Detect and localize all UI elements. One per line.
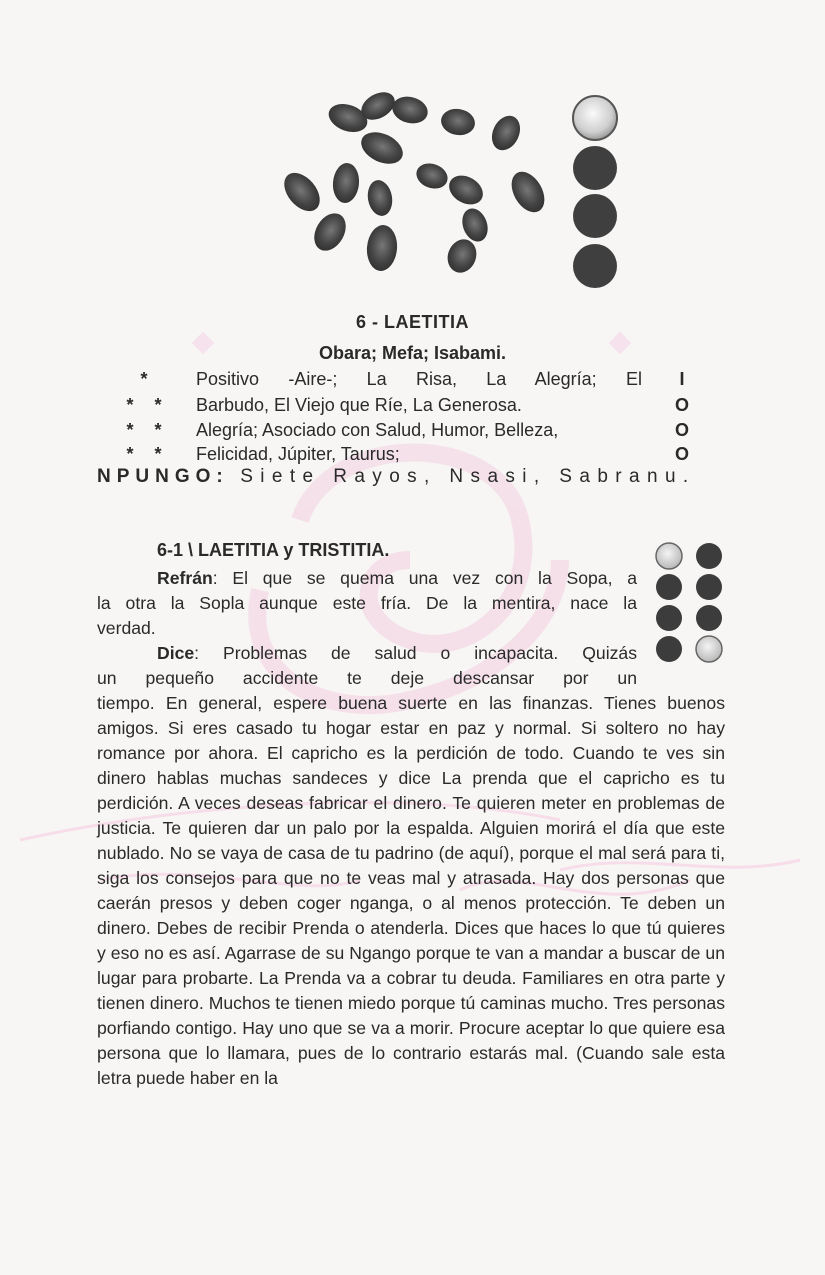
cowrie-shells-image [270,80,630,305]
refran-text: : El que se quema una vez con la Sopa, a [212,568,637,588]
attribute-stars: * * [126,444,170,464]
npungo-line [97,466,722,488]
refran-line [97,566,637,591]
refran-line: verdad. [97,618,156,638]
attribute-mark: O [674,420,689,440]
refran-line: la otra la Sopla aunque este fría. De la mentira, nace la [97,593,637,613]
refran-paragraph [97,566,725,641]
refran-label: Refrán [157,568,213,588]
dice-body-text: tiempo. En general, espere buena suerte en las finanzas. Tienes buenos amigos. Si eres casado tu hogar estar en paz y normal. Si soltero no hay romance por ahora. El capricho es la perdición de todo. Cuando te ves sin dinero hablas muchas sandeces y dice La prenda que el capricho es tu perdición. A veces deseas fabricar el dinero. Te quieren meter en problemas de justicia. Te quieren dar un palo por la espalda. Alguien morirá el día que este nublado. No se vaya de casa de tu padrino (de aquí), porque el mal será para ti, siga los consejos para que no te veas mal y atrasada. Hay dos personas que caerán presos y deben coger nganga, o al menos protección. Te deben un dinero. Debes de recibir Prenda o atenderla. Dices que haces lo que tú quieres y eso no es así. Agarrase de su Ngango porque te van a mandar a buscar de un lugar para probarte. La Prenda va a cobrar tu deuda. Familiares en otra parte y tienen dinero. Muchos te tienen miedo porque tú caminas mucho. Tres personas porfiando contigo. Hay uno que se va a morir. Procure aceptar lo que quiere esa persona que lo llamara, pues de lo contrario estarás mal. (Cuando sale esta letra puede haber en la [97,693,725,1088]
attribute-text: Positivo -Aire-; La Risa, La Alegría; El [196,369,642,389]
attribute-row [0,366,825,392]
attribute-stars: * * [126,420,170,440]
dice-line [97,641,637,666]
attribute-text: Barbudo, El Viejo que Ríe, La Generosa. [196,395,522,415]
attribute-row [0,392,825,418]
dice-text: : Problemas de salud o incapacita. Quizás [194,643,637,663]
shell-cluster [277,87,551,277]
attribute-row [0,417,825,443]
attribute-text: Alegría; Asociado con Salud, Humor, Belleza, [196,420,559,440]
attribute-text: Felicidad, Júpiter, Taurus; [196,444,400,464]
attribute-row [0,441,825,467]
dice-paragraph [97,641,725,1091]
attribute-mark: O [674,444,689,464]
shell-count-column [573,96,617,288]
section-title: 6-1 \ LAETITIA y TRISTITIA. [157,540,390,560]
dice-line: un pequeño accidente te deje descansar por un [97,668,637,688]
letter-title: 6 - LAETITIA [356,312,469,332]
npungo-label: NPUNGO: [97,466,229,487]
attribute-stars: * * [126,395,170,415]
letter-names: Obara; Mefa; Isabami. [318,343,507,363]
attribute-stars: * [140,369,156,389]
npungo-value: Siete Rayos, Nsasi, Sabranu. [240,466,696,487]
attribute-mark: O [674,395,689,415]
dice-label: Dice [157,643,195,663]
attribute-mark: I [679,369,685,389]
